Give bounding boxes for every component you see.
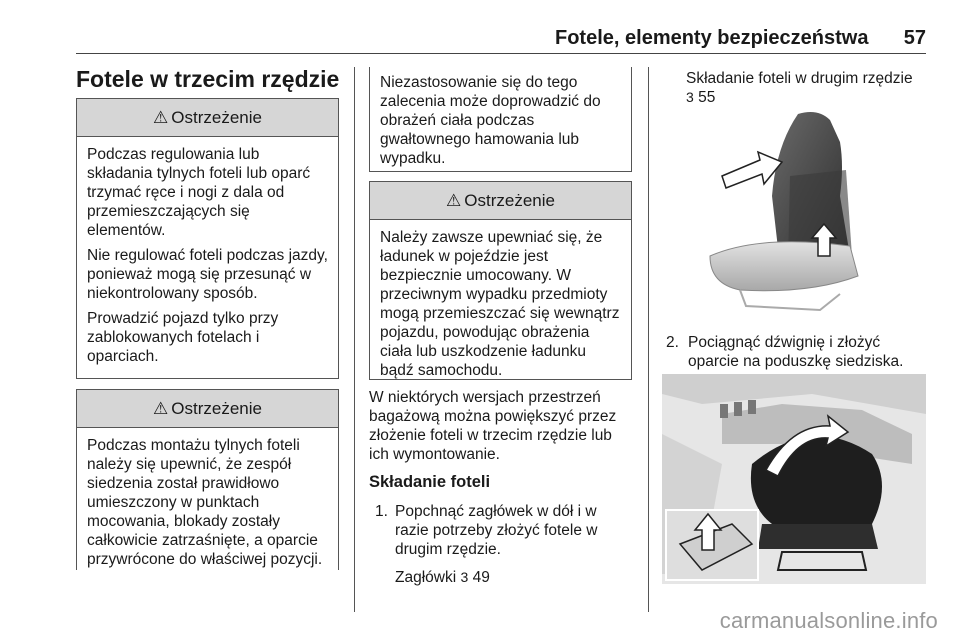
warning-triangle-icon: ⚠ bbox=[153, 107, 169, 127]
warning-triangle-icon: ⚠ bbox=[153, 398, 169, 418]
warning-text: Należy zawsze upewniać się, że ładunek w pojeździe jest bezpiecznie umocowany. W przeciwnym wypadku przedmioty mogą przemieszczać się wewnątrz pojazdu, powodując obrażenia ciała lub uszkodzenie ładunku bądź samochodu. bbox=[380, 229, 620, 379]
ref-arrow-icon: 3 bbox=[686, 89, 694, 105]
section-title: Fotele w trzecim rzędzie bbox=[76, 66, 340, 92]
warning-text: Niezastosowanie się do tego zalecenia może doprowadzić do obrażeń ciała podczas gwałtownego hamowania lub wypadku. bbox=[380, 74, 601, 167]
step-number: 2. bbox=[666, 334, 679, 351]
column-3-ref[interactable] bbox=[686, 69, 926, 107]
warning-triangle-icon: ⚠ bbox=[446, 190, 462, 210]
warning-label: Ostrzeżenie bbox=[171, 107, 262, 127]
column-3-step bbox=[666, 333, 928, 380]
body-paragraph: W niektórych wersjach przestrzeń bagażową można powiększyć przez złożenie foteli w trzecim rzędzie lub ich wymontowanie. bbox=[369, 389, 617, 463]
column-divider-1 bbox=[354, 67, 355, 612]
page-header-title: Fotele, elementy bezpieczeństwa bbox=[555, 27, 869, 49]
ref-arrow-icon: 3 bbox=[460, 569, 469, 585]
fold-seat-photo bbox=[662, 374, 926, 584]
step-text: Pociągnąć dźwignię i złożyć oparcie na poduszkę siedziska. bbox=[688, 334, 904, 370]
warning-box-body bbox=[77, 428, 338, 583]
warning-box-body bbox=[370, 67, 631, 182]
warning-box-header bbox=[77, 99, 338, 137]
step-item bbox=[369, 502, 631, 559]
warning-label: Ostrzeżenie bbox=[171, 398, 262, 418]
ref-page: 49 bbox=[472, 569, 490, 586]
column-2-text bbox=[369, 388, 631, 587]
ref-text: Zagłówki bbox=[395, 569, 457, 586]
warning-continuation-box bbox=[369, 67, 632, 172]
step-number: 1. bbox=[375, 503, 388, 520]
warning-text: Prowadzić pojazd tylko przy zablokowanych fotelach i oparciach. bbox=[87, 310, 279, 365]
watermark: carmanualsonline.info bbox=[719, 608, 938, 633]
cross-reference[interactable] bbox=[369, 568, 631, 587]
warning-box-body bbox=[77, 137, 338, 380]
ref-page: 55 bbox=[698, 89, 716, 106]
warning-box-header bbox=[370, 182, 631, 220]
warning-box-header bbox=[77, 390, 338, 428]
warning-text: Nie regulować foteli podczas jazdy, ponieważ mogą się przesunąć w niekontrolowany sposób. bbox=[87, 247, 328, 302]
header-rule bbox=[76, 53, 926, 54]
step-text: Popchnąć zagłówek w dół i w razie potrzeby złożyć fotele w drugim rzędzie. bbox=[395, 503, 598, 558]
seat-illustration bbox=[700, 106, 870, 321]
step-item bbox=[666, 333, 928, 371]
page-number: 57 bbox=[903, 27, 926, 49]
warning-box-1 bbox=[76, 98, 339, 379]
warning-box-3 bbox=[369, 181, 632, 380]
warning-text: Podczas regulowania lub składania tylnych foteli lub oparć trzymać ręce i nogi z dala od przemieszczających się elementów. bbox=[87, 146, 311, 239]
column-divider-2 bbox=[648, 67, 649, 612]
warning-box-body bbox=[370, 220, 631, 394]
warning-text: Podczas montażu tylnych foteli należy się upewnić, że zespół siedzenia został prawidłowo umieszczony w punktach mocowania, blokady zostały całkowicie zatrzaśnięte, a oparcie przywrócone do właściwej pozycji. bbox=[87, 437, 323, 568]
warning-label: Ostrzeżenie bbox=[464, 190, 555, 210]
ref-text: Składanie foteli w drugim rzędzie bbox=[686, 70, 913, 87]
subheading: Składanie foteli bbox=[369, 473, 491, 491]
warning-box-2 bbox=[76, 389, 339, 570]
